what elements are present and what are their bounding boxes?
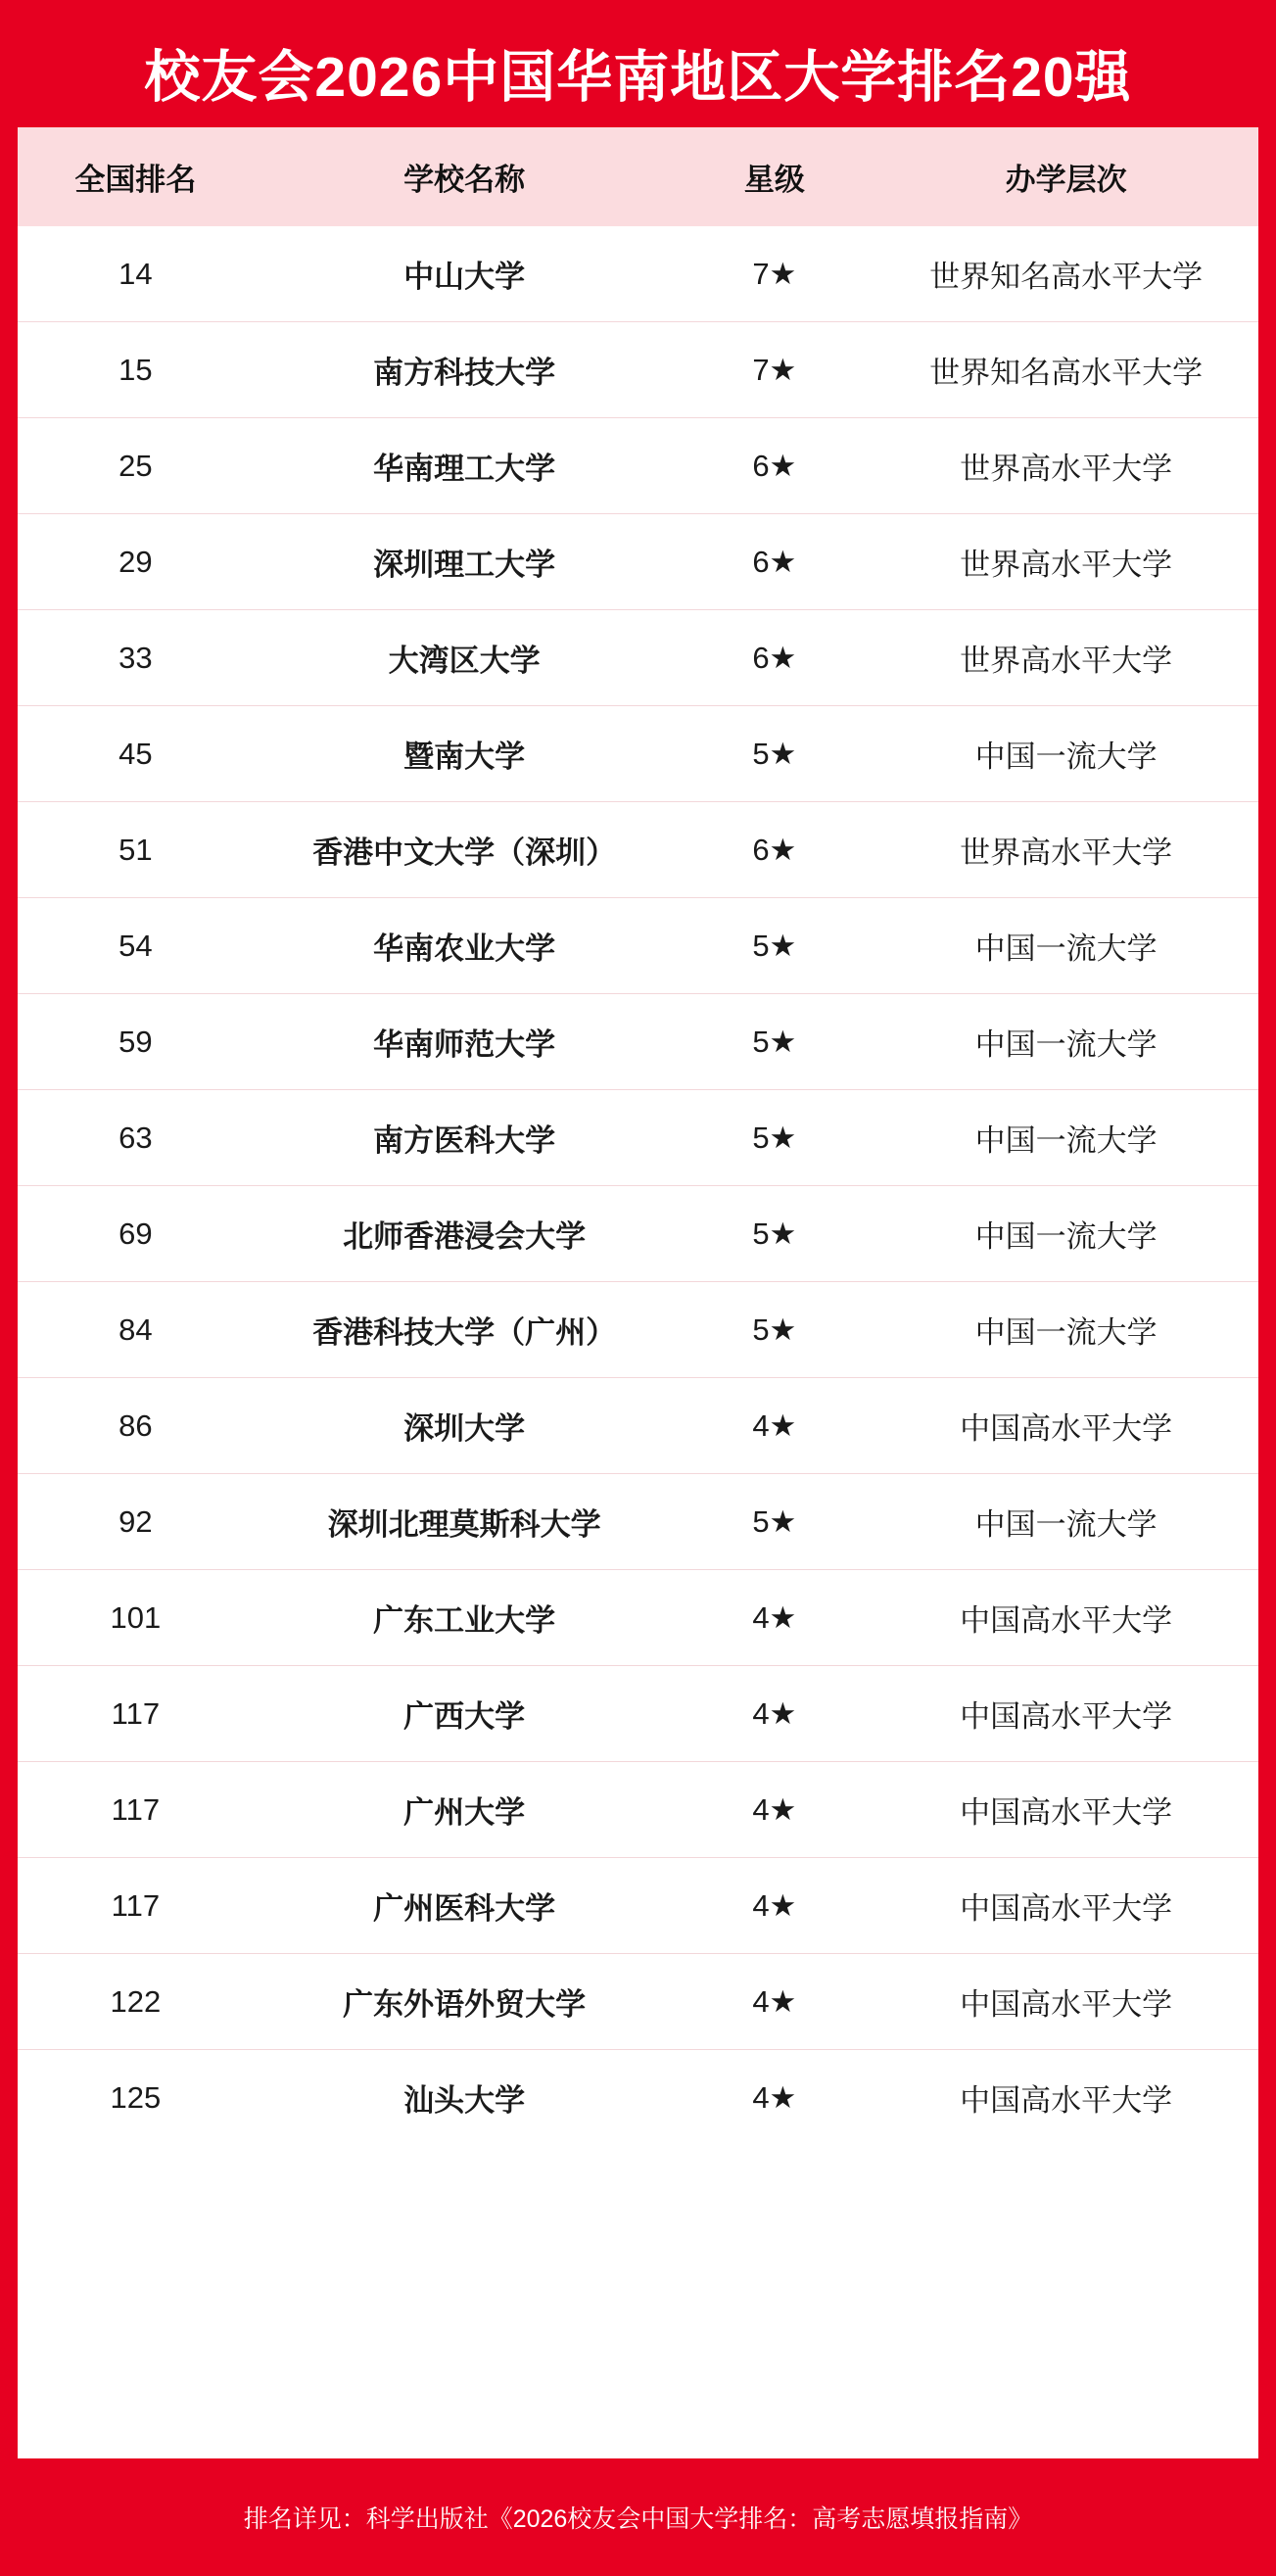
cell-university-name: 广东工业大学	[254, 1570, 676, 1666]
cell-level: 世界高水平大学	[874, 418, 1258, 514]
cell-university-name: 华南农业大学	[254, 898, 676, 994]
cell-rank: 29	[18, 514, 254, 610]
table-row	[18, 802, 1258, 898]
cell-star-rating: 5★	[675, 1282, 874, 1378]
cell-star-rating: 6★	[675, 610, 874, 706]
cell-level: 中国高水平大学	[874, 1378, 1258, 1474]
cell-star-rating: 5★	[675, 898, 874, 994]
cell-level: 中国高水平大学	[874, 1570, 1258, 1666]
cell-star-rating: 4★	[675, 1378, 874, 1474]
cell-rank: 15	[18, 322, 254, 418]
cell-star-rating: 5★	[675, 1186, 874, 1282]
cell-star-rating: 5★	[675, 706, 874, 802]
cell-rank: 92	[18, 1474, 254, 1570]
column-header-rank: 全国排名	[74, 163, 197, 197]
cell-level: 中国一流大学	[874, 994, 1258, 1090]
cell-level: 中国一流大学	[874, 1474, 1258, 1570]
table-row	[18, 1762, 1258, 1858]
cell-level: 世界知名高水平大学	[874, 322, 1258, 418]
cell-rank: 45	[18, 706, 254, 802]
table-row	[18, 1666, 1258, 1762]
ranking-table	[18, 127, 1258, 2145]
table-row	[18, 1474, 1258, 1570]
cell-rank: 69	[18, 1186, 254, 1282]
cell-level: 中国高水平大学	[874, 1762, 1258, 1858]
cell-rank: 86	[18, 1378, 254, 1474]
cell-star-rating: 6★	[675, 418, 874, 514]
cell-star-rating: 6★	[675, 514, 874, 610]
cell-level: 中国一流大学	[874, 898, 1258, 994]
table-header-row	[18, 127, 1258, 226]
cell-level: 世界高水平大学	[874, 610, 1258, 706]
cell-rank: 117	[18, 1666, 254, 1762]
column-header-name: 学校名称	[403, 163, 526, 197]
cell-university-name: 华南理工大学	[254, 418, 676, 514]
cell-rank: 51	[18, 802, 254, 898]
cell-star-rating: 7★	[675, 322, 874, 418]
table-row	[18, 1378, 1258, 1474]
cell-university-name: 广东外语外贸大学	[254, 1954, 676, 2050]
table-body	[18, 226, 1258, 2145]
poster-header	[18, 18, 1258, 127]
cell-university-name: 深圳理工大学	[254, 514, 676, 610]
table-header	[18, 127, 1258, 226]
cell-rank: 101	[18, 1570, 254, 1666]
table-row	[18, 994, 1258, 1090]
cell-rank: 122	[18, 1954, 254, 2050]
cell-level: 世界高水平大学	[874, 514, 1258, 610]
cell-star-rating: 5★	[675, 1474, 874, 1570]
cell-level: 中国一流大学	[874, 706, 1258, 802]
cell-university-name: 中山大学	[254, 226, 676, 322]
cell-level: 中国高水平大学	[874, 1666, 1258, 1762]
cell-rank: 59	[18, 994, 254, 1090]
cell-star-rating: 5★	[675, 1090, 874, 1186]
cell-level: 中国高水平大学	[874, 2050, 1258, 2146]
poster-footer	[18, 2458, 1258, 2576]
column-header-star: 星级	[743, 163, 805, 197]
table-row	[18, 1858, 1258, 1954]
cell-star-rating: 6★	[675, 802, 874, 898]
cell-university-name: 香港科技大学（广州）	[254, 1282, 676, 1378]
cell-star-rating: 7★	[675, 226, 874, 322]
cell-star-rating: 4★	[675, 1666, 874, 1762]
cell-university-name: 华南师范大学	[254, 994, 676, 1090]
cell-rank: 125	[18, 2050, 254, 2146]
cell-university-name: 暨南大学	[254, 706, 676, 802]
table-row	[18, 610, 1258, 706]
ranking-table-container	[18, 127, 1258, 2458]
cell-rank: 54	[18, 898, 254, 994]
table-row	[18, 418, 1258, 514]
cell-university-name: 大湾区大学	[254, 610, 676, 706]
cell-rank: 117	[18, 1858, 254, 1954]
table-row	[18, 2050, 1258, 2146]
cell-rank: 14	[18, 226, 254, 322]
cell-university-name: 北师香港浸会大学	[254, 1186, 676, 1282]
cell-rank: 25	[18, 418, 254, 514]
cell-star-rating: 4★	[675, 1954, 874, 2050]
table-row	[18, 1570, 1258, 1666]
cell-level: 中国高水平大学	[874, 1858, 1258, 1954]
cell-university-name: 汕头大学	[254, 2050, 676, 2146]
table-row	[18, 1090, 1258, 1186]
table-row	[18, 1282, 1258, 1378]
cell-rank: 84	[18, 1282, 254, 1378]
cell-star-rating: 4★	[675, 1570, 874, 1666]
cell-university-name: 深圳北理莫斯科大学	[254, 1474, 676, 1570]
cell-university-name: 香港中文大学（深圳）	[254, 802, 676, 898]
cell-level: 世界知名高水平大学	[874, 226, 1258, 322]
column-header-level: 办学层次	[1005, 163, 1127, 197]
cell-university-name: 深圳大学	[254, 1378, 676, 1474]
table-row	[18, 1954, 1258, 2050]
cell-rank: 117	[18, 1762, 254, 1858]
cell-star-rating: 4★	[675, 1762, 874, 1858]
cell-level: 中国高水平大学	[874, 1954, 1258, 2050]
table-row	[18, 322, 1258, 418]
cell-university-name: 南方科技大学	[254, 322, 676, 418]
cell-rank: 63	[18, 1090, 254, 1186]
table-row	[18, 1186, 1258, 1282]
cell-level: 中国一流大学	[874, 1186, 1258, 1282]
table-row	[18, 706, 1258, 802]
table-row	[18, 514, 1258, 610]
page-title: 校友会2026中国华南地区大学排名20强	[144, 46, 1132, 109]
cell-level: 中国一流大学	[874, 1282, 1258, 1378]
footer-note: 排名详见：科学出版社《2026校友会中国大学排名：高考志愿填报指南》	[243, 2505, 1033, 2533]
table-row	[18, 226, 1258, 322]
cell-star-rating: 5★	[675, 994, 874, 1090]
table-row	[18, 898, 1258, 994]
cell-level: 中国一流大学	[874, 1090, 1258, 1186]
cell-university-name: 广州医科大学	[254, 1858, 676, 1954]
cell-university-name: 广西大学	[254, 1666, 676, 1762]
cell-rank: 33	[18, 610, 254, 706]
cell-star-rating: 4★	[675, 2050, 874, 2146]
cell-level: 世界高水平大学	[874, 802, 1258, 898]
cell-university-name: 南方医科大学	[254, 1090, 676, 1186]
cell-university-name: 广州大学	[254, 1762, 676, 1858]
cell-star-rating: 4★	[675, 1858, 874, 1954]
